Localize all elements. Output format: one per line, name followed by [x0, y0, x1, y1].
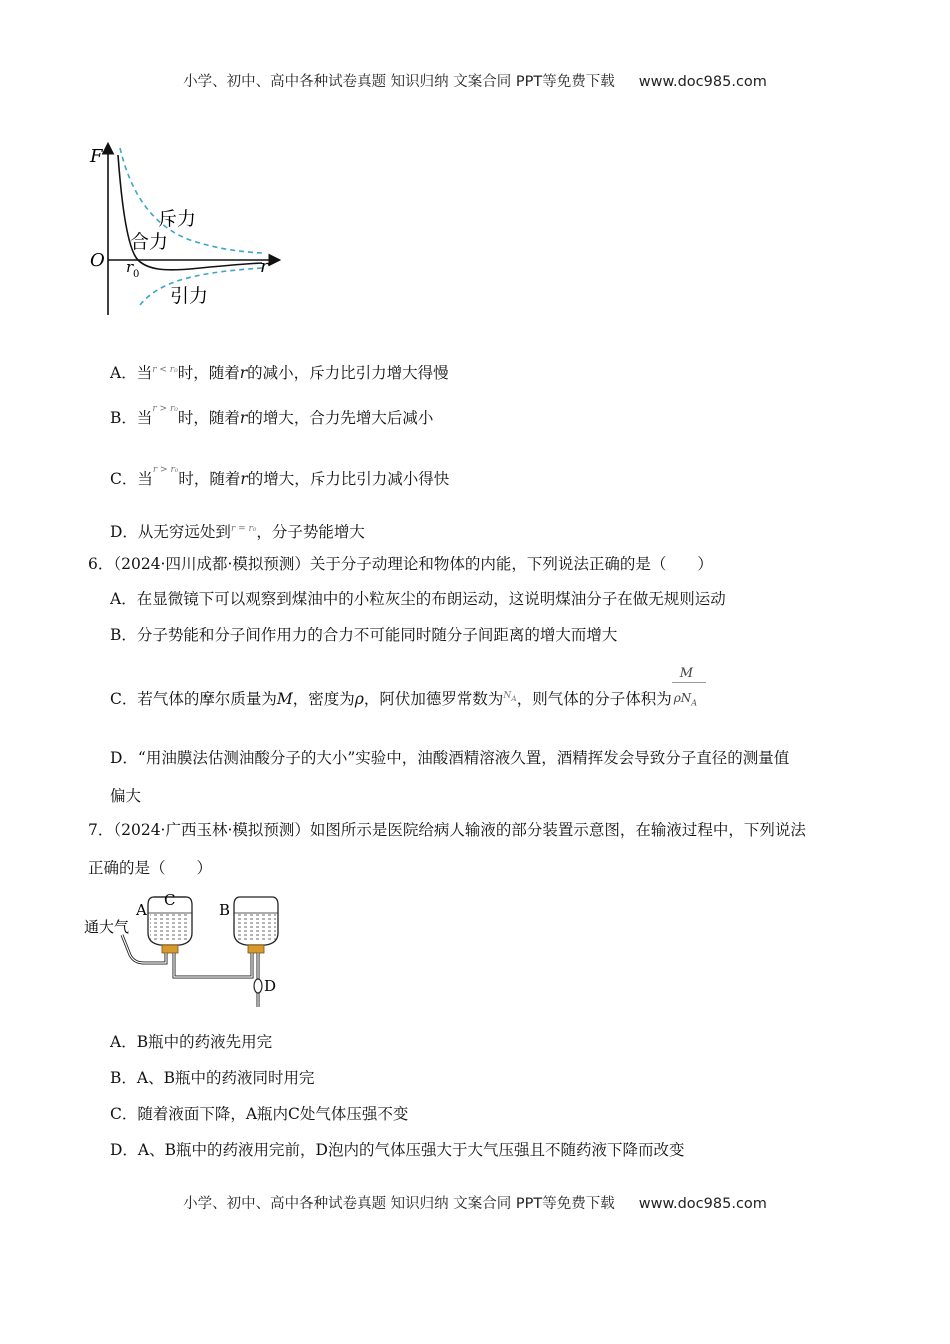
q5-option-c[interactable]: C．当$^{r > r_0}$时，随着r的增大，斥力比引力减小得快	[110, 465, 450, 488]
footer-text: 小学、初中、高中各种试卷真题 知识归纳 文案合同 PPT等免费下载	[183, 1196, 615, 1212]
q6-option-b[interactable]: B．分子势能和分子间作用力的合力不可能同时随分子间距离的增大而增大	[110, 626, 618, 644]
label-d: D	[264, 977, 277, 995]
q5-c-condition: r > r₀	[152, 465, 179, 475]
q7-stem-line1: 7．（2024·广西玉林·模拟预测）如图所示是医院给病人输液的部分装置示意图，在输液过程中，下列说法	[88, 821, 806, 839]
q7-option-a[interactable]: A．B瓶中的药液先用完	[110, 1033, 273, 1051]
label-c: C	[164, 891, 176, 909]
connecting-tube	[174, 953, 252, 977]
infusion-apparatus-figure	[82, 885, 292, 1010]
q6-option-c[interactable]: C．若气体的摩尔质量为M，密度为ρ，阿伏加德罗常数为$^{N_A}$，则气体的分子体积为 $\frac{M}{\rho N_A}$	[110, 686, 708, 710]
r0-label: r	[126, 258, 134, 276]
q7-option-c[interactable]: C．随着液面下降，A瓶内C处气体压强不变	[110, 1105, 409, 1123]
q5-option-b[interactable]: B．当$^{r > r_0}$时，随着r的增大，合力先增大后减小	[110, 404, 434, 427]
header-url[interactable]: www.doc985.com	[638, 74, 767, 90]
label-a: A	[136, 901, 147, 919]
force-distance-graph	[80, 140, 290, 320]
molecule-volume-fraction: $\frac{M}{\rho N_A}$	[672, 690, 708, 710]
q7-stem-line2: 正确的是（ ）	[88, 859, 213, 877]
q6-option-d-line1[interactable]: D．“用油膜法估测油酸分子的大小”实验中，油酸酒精溶液久置，酒精挥发会导致分子直径的测量值	[110, 749, 790, 767]
q7-option-d[interactable]: D．A、B瓶中的药液用完前，D泡内的气体压强大于大气压强且不随药液下降而改变	[110, 1141, 685, 1159]
label-air: 通大气	[84, 918, 130, 936]
footer-url[interactable]: www.doc985.com	[638, 1196, 767, 1212]
axis-f-label: F	[90, 146, 103, 167]
drip-chamber-d	[254, 979, 262, 993]
page-header	[0, 70, 950, 91]
label-b: B	[219, 901, 231, 919]
header-text: 小学、初中、高中各种试卷真题 知识归纳 文案合同 PPT等免费下载	[183, 74, 615, 90]
q7-option-b[interactable]: B．A、B瓶中的药液同时用完	[110, 1069, 315, 1087]
r0-subscript: 0	[133, 269, 140, 280]
q5-option-a[interactable]: A．当$^{r < r_0}$时，随着r的减小，斥力比引力增大得慢	[110, 364, 449, 382]
repulsion-label: 斥力	[158, 208, 197, 230]
q5-d-condition: r = r₀	[230, 524, 257, 534]
q6-option-d-line2: 偏大	[110, 787, 142, 805]
origin-label: O	[90, 250, 105, 271]
avogadro-symbol: NA	[503, 691, 517, 703]
resultant-label: 合力	[130, 231, 169, 253]
q6-option-a[interactable]: A．在显微镜下可以观察到煤油中的小粒灰尘的布朗运动，这说明煤油分子在做无规则运动	[110, 590, 726, 608]
axis-r-label: r	[260, 256, 269, 277]
q5-a-condition: r < r₀	[152, 365, 178, 375]
bottle-b	[234, 897, 278, 953]
q5-option-d[interactable]: D．从无穷远处到$^{r = r_0}$，分子势能增大	[110, 523, 365, 541]
q5-b-condition: r > r₀	[152, 404, 178, 414]
attraction-label: 引力	[170, 285, 209, 307]
q6-stem: 6．（2024·四川成都·模拟预测）关于分子动理论和物体的内能，下列说法正确的是（ ）	[88, 555, 713, 573]
page-footer	[0, 1192, 950, 1213]
